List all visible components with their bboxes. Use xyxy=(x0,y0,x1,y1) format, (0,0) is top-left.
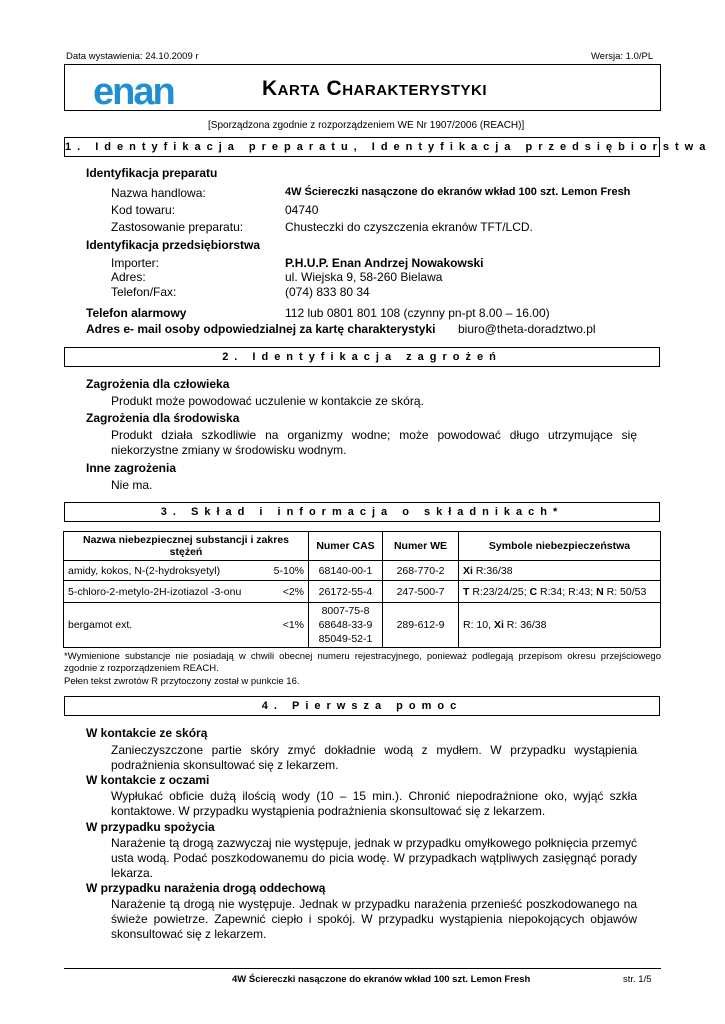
address: ul. Wiejska 9, 58-260 Bielawa xyxy=(285,270,443,284)
col-cas-header: Numer CAS xyxy=(309,532,383,561)
document-title: Karta Charakterystyki xyxy=(262,77,487,100)
col-symbols-header: Symbole niebezpieczeństwa xyxy=(459,532,661,561)
use-label: Zastosowanie preparatu: xyxy=(111,220,244,234)
substance-cell: 5-chloro-2-metylo-2H-izotiazol -3-onu <2% xyxy=(64,581,309,603)
table-row xyxy=(64,603,661,648)
footer-rule xyxy=(64,968,661,969)
code-label: Kod towaru: xyxy=(111,203,176,217)
section-2-heading: 2. Identyfikacja zagrożeń xyxy=(64,347,660,367)
section-3-heading: 3. Skład i informacja o składnikach* xyxy=(64,502,660,522)
importer: P.H.U.P. Enan Andrzej Nowakowski xyxy=(285,256,484,270)
enan-logo xyxy=(93,74,193,108)
company-id-title: Identyfikacja przedsiębiorstwa xyxy=(86,238,261,252)
address-label: Adres: xyxy=(111,270,146,284)
skin-contact-text: Zanieczyszczone partie skóry zmyć dokładnie wodą z mydłem. W przypadku wystąpienia podrażnienia skonsultować się z lekarzem. xyxy=(111,743,637,772)
phone-label: Telefon/Fax: xyxy=(111,285,177,299)
use: Chusteczki do czyszczenia ekranów TFT/LCD. xyxy=(285,220,533,234)
we-cell: 268-770-2 xyxy=(383,561,459,581)
symbols-cell: T R:23/24/25; C R:34; R:43; N R: 50/53 xyxy=(459,581,661,603)
other-hazards-text: Nie ma. xyxy=(111,478,153,492)
composition-table xyxy=(63,531,661,648)
emergency-phone: 112 lub 0801 801 108 (czynny pn-pt 8.00 – 16.00) xyxy=(285,306,550,320)
email: biuro@theta-doradztwo.pl xyxy=(458,322,596,336)
we-cell: 247-500-7 xyxy=(383,581,459,603)
skin-contact-title: W kontakcie ze skórą xyxy=(86,726,208,740)
regulation-note: [Sporządzona zgodnie z rozporządzeniem WE Nr 1907/2006 (REACH)] xyxy=(208,120,525,131)
col-name-header: Nazwa niebezpiecznej substancji i zakres stężeń xyxy=(64,532,309,561)
table-header-row xyxy=(64,532,661,561)
substance-cell: amidy, kokos, N-(2-hydroksyetyl) 5-10% xyxy=(64,561,309,581)
inhalation-title: W przypadku narażenia drogą oddechową xyxy=(86,881,326,895)
human-hazards-text: Produkt może powodować uczulenie w kontakcie ze skórą. xyxy=(111,394,424,408)
footer-product: 4W Ściereczki nasączone do ekranów wkład 100 szt. Lemon Fresh xyxy=(232,974,531,985)
cas-cell: 68140-00-1 xyxy=(309,561,383,581)
importer-label: Importer: xyxy=(111,256,160,270)
ingestion-title: W przypadku spożycia xyxy=(86,820,215,834)
symbols-cell: Xi R:36/38 xyxy=(459,561,661,581)
ingestion-text: Narażenie tą drogą zazwyczaj nie występuje, jednak w przypadku omyłkowego połknięcia przemyć usta wodą. Podać poszkodowanemu do picia wodę. W przypadkach wątpliwych zasięgnąć porady lekarza. xyxy=(111,836,637,880)
composition-note: *Wymienione substancje nie posiadają w chwili obecnej numeru rejestracyjnego, ponieważ podlegają przepisom okresu przejściowego zgodnie z rozporządzeniem REACH. xyxy=(64,651,661,674)
we-cell: 289-612-9 xyxy=(383,603,459,648)
emergency-label: Telefon alarmowy xyxy=(86,306,187,320)
other-hazards-title: Inne zagrożenia xyxy=(86,461,177,475)
human-hazards-title: Zagrożenia dla człowieka xyxy=(86,377,230,391)
eye-contact-title: W kontakcie z oczami xyxy=(86,773,210,787)
env-hazards-title: Zagrożenia dla środowiska xyxy=(86,411,240,425)
section-1-heading: 1. Identyfikacja preparatu, Identyfikacja przedsiębiorstwa xyxy=(64,137,660,157)
cas-cell: 8007-75-8 68648-33-9 85049-52-1 xyxy=(309,603,383,648)
email-label: Adres e- mail osoby odpowiedzialnej za kartę charakterystyki xyxy=(86,322,436,336)
r-phrases-note: Pełen tekst zwrotów R przytoczony został w punkcie 16. xyxy=(64,676,300,687)
issue-date: Data wystawienia: 24.10.2009 r xyxy=(66,51,199,62)
trade-name: 4W Ściereczki nasączone do ekranów wkład 100 szt. Lemon Fresh xyxy=(285,186,631,198)
svg-text:enan: enan xyxy=(93,74,174,108)
cas-cell: 26172-55-4 xyxy=(309,581,383,603)
phone: (074) 833 80 34 xyxy=(285,285,370,299)
page-number: str. 1/5 xyxy=(623,974,652,985)
eye-contact-text: Wypłukać obficie dużą ilością wody (10 – 15 min.). Chronić niepodrażnione oko, wyjąć szkła kontaktowe. W przypadku wystąpienia podrażnienia skonsultować się z lekarzem. xyxy=(111,789,637,818)
env-hazards-text: Produkt działa szkodliwie na organizmy wodne; może powodować długo utrzymujące się niekorzystne zmiany w środowisku wodnym. xyxy=(111,428,637,457)
section-4-heading: 4. Pierwsza pomoc xyxy=(64,696,660,716)
col-we-header: Numer WE xyxy=(383,532,459,561)
symbols-cell: R: 10, Xi R: 36/38 xyxy=(459,603,661,648)
inhalation-text: Narażenie tą drogą nie występuje. Jednak w przypadku narażenia przenieść poszkodowanego na świeże powietrze. Zapewnić ciepło i spokój. W przypadku wystąpienia niepokojących objawów skonsultować się z lekarzem. xyxy=(111,897,637,941)
table-row xyxy=(64,561,661,581)
prep-id-title: Identyfikacja preparatu xyxy=(86,166,218,180)
code: 04740 xyxy=(285,203,319,217)
version: Wersja: 1.0/PL xyxy=(591,51,654,62)
table-row xyxy=(64,581,661,603)
substance-cell: bergamot ext. <1% xyxy=(64,603,309,648)
trade-name-label: Nazwa handlowa: xyxy=(111,186,206,200)
